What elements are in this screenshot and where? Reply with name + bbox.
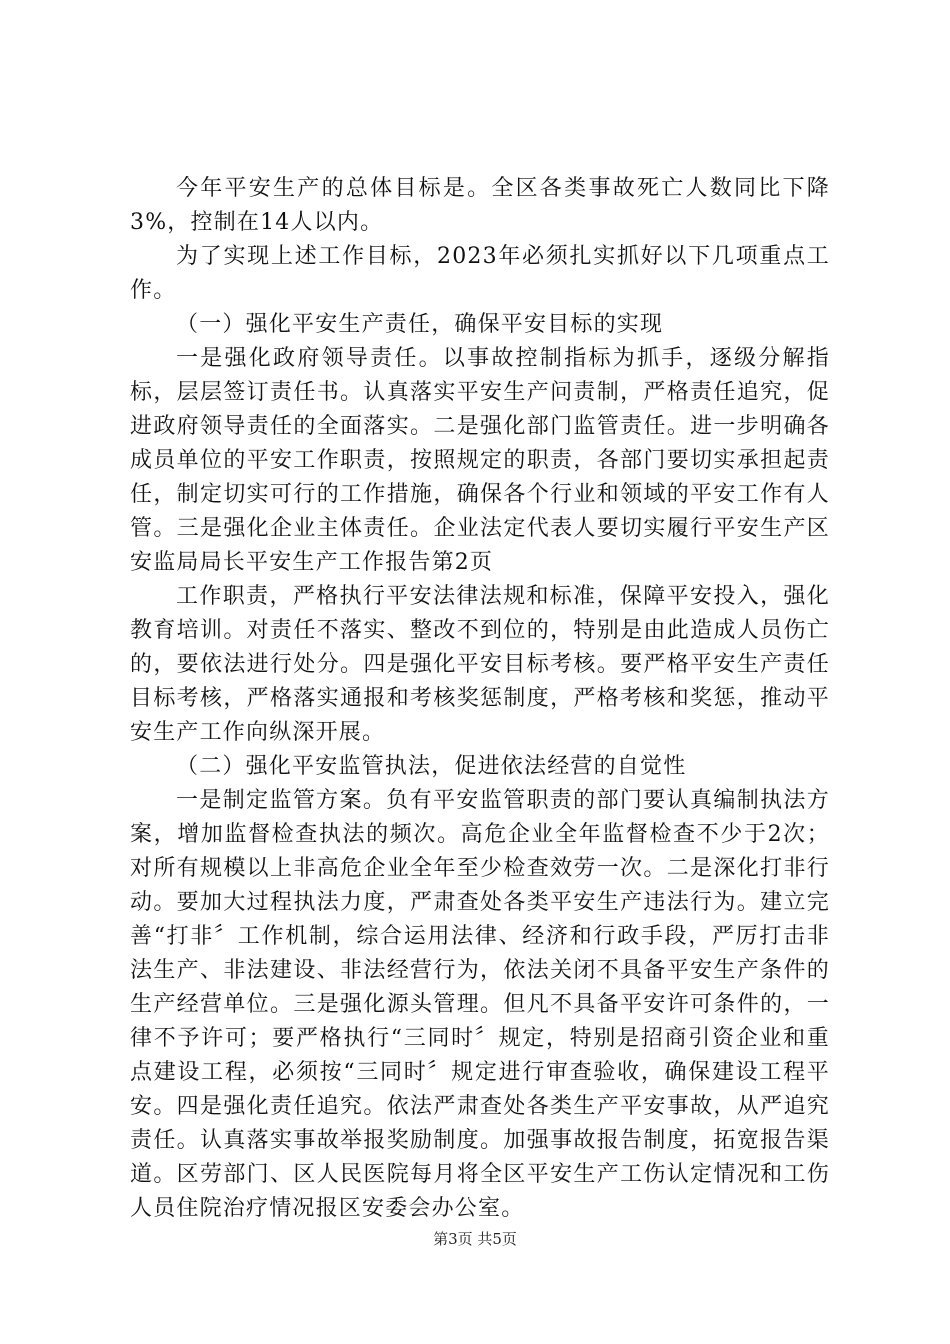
- paragraph-enforcement: 一是制定监管方案。负有平安监管职责的部门要认真编制执法方案，增加监督检查执法的频次。高危企业全年监督检查不少于2次；对所有规模以上非高危企业全年至少检查效劳一次。二是深化打非行动。要加大过程执法力度，严肃查处各类平安生产违法行为。建立完善“打非〞工作机制，综合运用法律、经济和行政手段，严厉打击非法生产、非法建设、非法经营行为，依法关闭不具备平安生产条件的生产经营单位。三是强化源头管理。但凡不具备平安许可条件的，一律不予许可；要严格执行“三同时〞规定，特别是招商引资企业和重点建设工程，必须按“三同时〞规定进行审查验收，确保建设工程平安。四是强化责任追究。依法严肃查处各类生产平安事故，从严追究责任。认真落实事故举报奖励制度。加强事故报告制度，拓宽报告渠道。区劳部门、区人民医院每月将全区平安生产工伤认定情况和工伤人员住院治疗情况报区安委会办公室。: [130, 788, 830, 1221]
- paragraph-target: 今年平安生产的总体目标是。全区各类事故死亡人数同比下降3%，控制在14人以内。: [130, 176, 830, 235]
- section-heading-2: （二）强化平安监管执法，促进依法经营的自觉性: [176, 754, 687, 779]
- section-heading-1: （一）强化平安生产责任，确保平安目标的实现: [176, 312, 664, 337]
- paragraph-duties: 工作职责，严格执行平安法律法规和标准，保障平安投入，强化教育培训。对责任不落实、整改不到位的，特别是由此造成人员伤亡的，要依法进行处分。四是强化平安目标考核。要严格平安生产责任目标考核，严格落实通报和考核奖惩制度，严格考核和奖惩，推动平安生产工作向纵深开展。: [130, 584, 830, 745]
- paragraph-responsibility: 一是强化政府领导责任。以事故控制指标为抓手，逐级分解指标，层层签订责任书。认真落实平安生产问责制，严格责任追究，促进政府领导责任的全面落实。二是强化部门监管责任。进一步明确各成员单位的平安工作职责，按照规定的职责，各部门要切实承担起责任，制定切实可行的工作措施，确保各个行业和领域的平安工作有人管。三是强化企业主体责任。企业法定代表人要切实履行平安生产区安监局局长平安生产工作报告第2页: [130, 346, 830, 575]
- page-footer: 第3页 共5页: [433, 1230, 517, 1248]
- paragraph-key-work: 为了实现上述工作目标，2023年必须扎实抓好以下几项重点工作。: [130, 244, 830, 303]
- document-body: [130, 172, 830, 1226]
